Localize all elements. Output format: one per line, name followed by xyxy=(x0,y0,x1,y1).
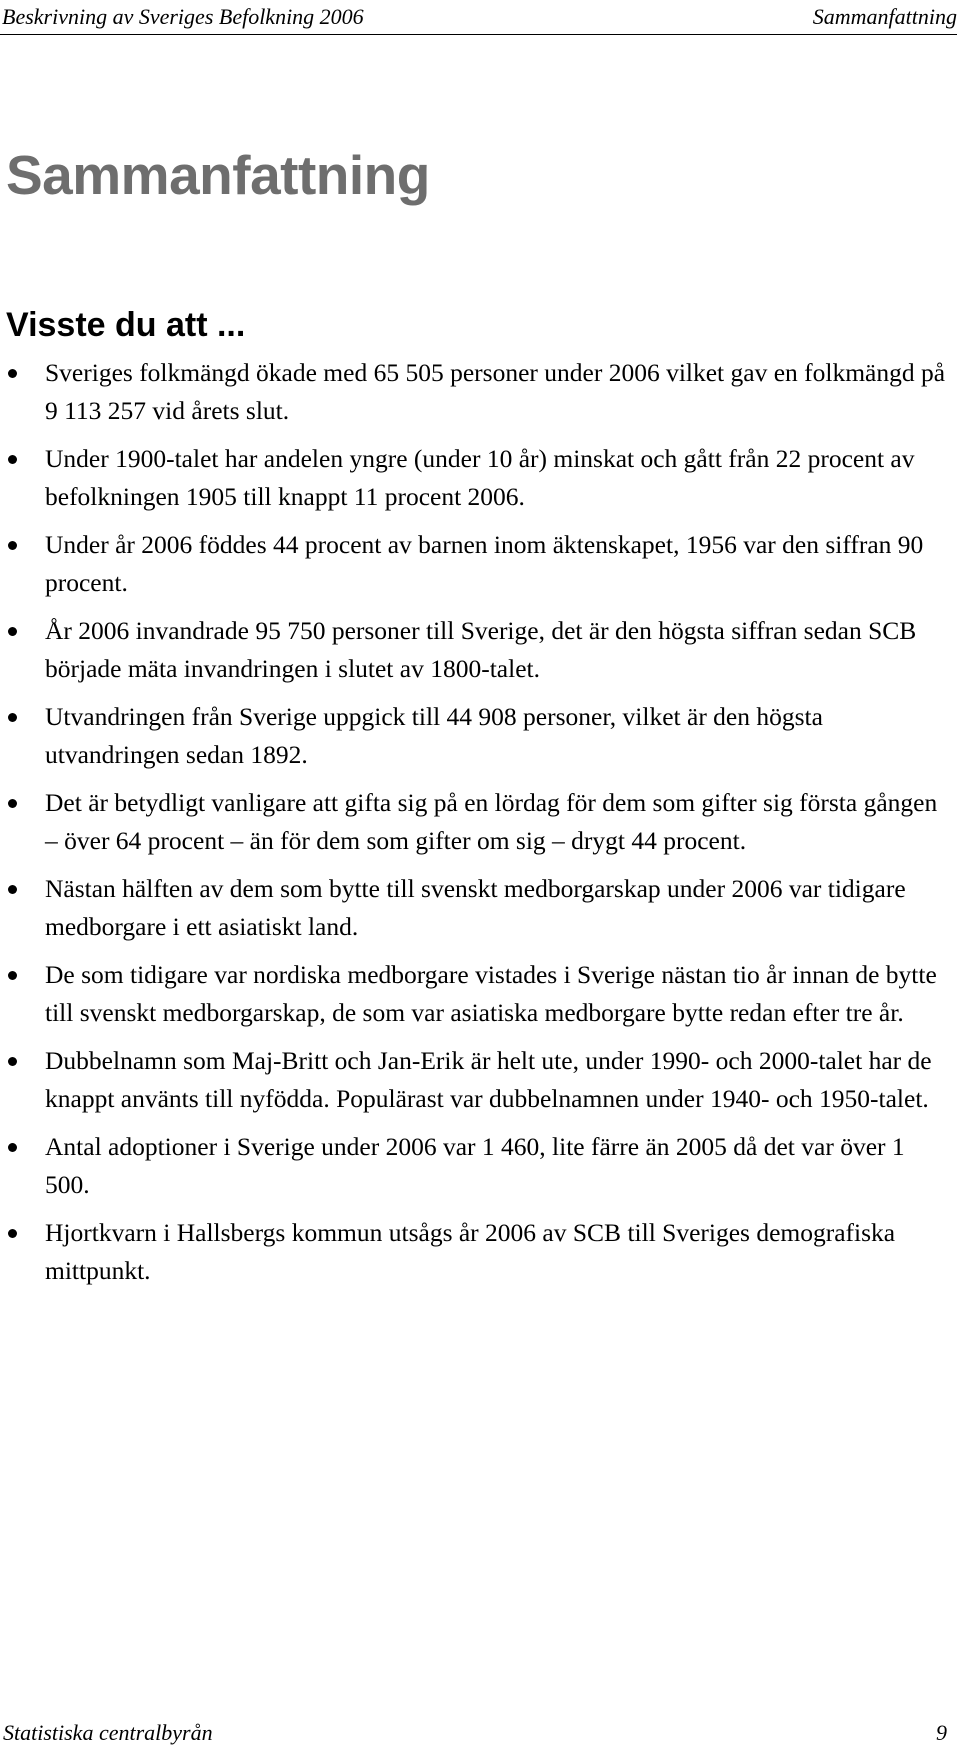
list-item-text: År 2006 invandrade 95 750 personer till Sverige, det är den högsta siffran sedan SCB började mäta invandringen i slutet av 1800-talet. xyxy=(45,616,917,683)
bullet-icon xyxy=(8,799,17,808)
list-item xyxy=(0,440,946,515)
list-item xyxy=(0,1042,946,1117)
list-item-text: Hjortkvarn i Hallsbergs kommun utsågs år 2006 av SCB till Sveriges demografiska mittpunkt. xyxy=(45,1218,896,1285)
list-item xyxy=(0,870,946,945)
list-item xyxy=(0,1128,946,1203)
list-item-text: Under år 2006 föddes 44 procent av barnen inom äktenskapet, 1956 var den siffran 90 procent. xyxy=(45,530,924,597)
header-section-name: Sammanfattning xyxy=(812,4,957,29)
list-item xyxy=(0,956,946,1031)
list-item xyxy=(0,1214,946,1289)
list-item-text: Utvandringen från Sverige uppgick till 44 908 personer, vilket är den högsta utvandringen sedan 1892. xyxy=(45,702,823,769)
page-number: 9 xyxy=(936,1720,947,1745)
bullet-icon xyxy=(8,627,17,636)
running-header xyxy=(0,2,957,35)
bullet-icon xyxy=(8,713,17,722)
list-item-text: Under 1900-talet har andelen yngre (under 10 år) minskat och gått från 22 procent av befolkningen 1905 till knappt 11 procent 2006. xyxy=(45,444,915,511)
bullet-icon xyxy=(8,455,17,464)
list-item xyxy=(0,784,946,859)
list-item-text: De som tidigare var nordiska medborgare vistades i Sverige nästan tio år innan de bytte till svenskt medborgarskap, de som var asiatiska medborgare bytte redan efter tre år. xyxy=(45,960,937,1027)
bullet-icon xyxy=(8,369,17,378)
bullet-icon xyxy=(8,541,17,550)
list-item xyxy=(0,526,946,601)
list-item xyxy=(0,698,946,773)
list-item-text: Det är betydligt vanligare att gifta sig på en lördag för dem som gifter sig första gången – över 64 procent – än för dem som gifter om sig – drygt 44 procent. xyxy=(45,788,938,855)
list-item-text: Nästan hälften av dem som bytte till svenskt medborgarskap under 2006 var tidigare medborgare i ett asiatiskt land. xyxy=(45,874,906,941)
page-title: Sammanfattning xyxy=(6,144,430,206)
bullet-icon xyxy=(8,1143,17,1152)
list-item-text: Dubbelnamn som Maj-Britt och Jan-Erik är helt ute, under 1990- och 2000-talet har de knappt använts till nyfödda. Populärast var dubbelnamnen under 1940- och 1950-talet. xyxy=(45,1046,932,1113)
list-item-text: Antal adoptioner i Sverige under 2006 var 1 460, lite färre än 2005 då det var över 1 500. xyxy=(45,1132,905,1199)
bullet-icon xyxy=(8,971,17,980)
bullet-icon xyxy=(8,1229,17,1238)
section-heading: Visste du att ... xyxy=(6,306,246,344)
list-item xyxy=(0,612,946,687)
header-document-title: Beskrivning av Sveriges Befolkning 2006 xyxy=(2,4,364,29)
footer-publisher: Statistiska centralbyrån xyxy=(3,1720,213,1745)
bullet-icon xyxy=(8,885,17,894)
bullet-icon xyxy=(8,1057,17,1066)
list-item xyxy=(0,354,946,429)
list-item-text: Sveriges folkmängd ökade med 65 505 personer under 2006 vilket gav en folkmängd på 9 113 257 vid årets slut. xyxy=(45,358,946,425)
facts-list xyxy=(0,354,946,1300)
